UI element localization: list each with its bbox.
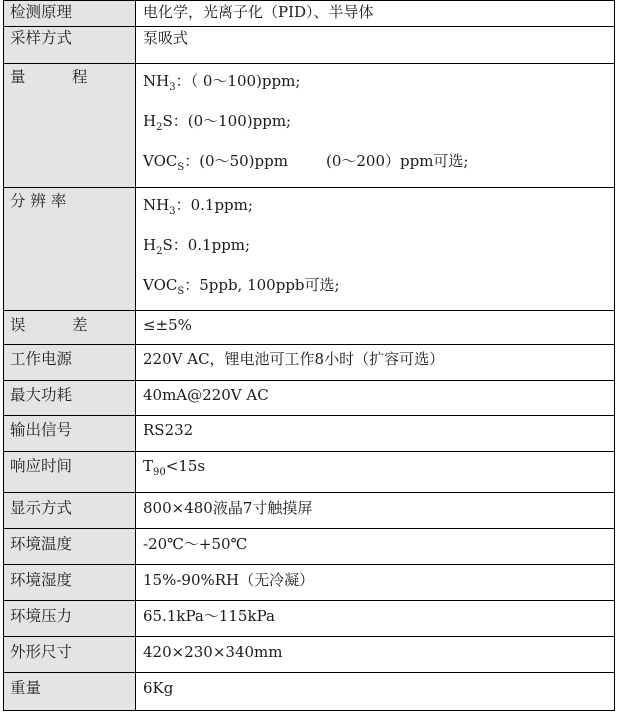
formula-text: T [143,457,154,475]
row-value: ≤±5% [136,311,615,345]
row-value: RS232 [136,416,615,452]
row-label: 环境压力 [4,601,136,637]
row-value [136,452,615,493]
row-value: 40mA@220V AC [136,381,615,416]
row-label: 最大功耗 [4,381,136,416]
row-label: 环境湿度 [4,565,136,601]
response-text: <15s [165,457,206,475]
range-h2s [143,112,608,133]
table-row-principle [4,1,615,27]
formula-subscript: 3 [169,206,176,217]
resolution-h2s [143,236,608,257]
table-row-max-power [4,381,615,416]
table-row-range [4,64,615,188]
spec-table [3,0,615,711]
resolution-text: ：0.1ppm; [175,196,253,214]
row-label: 采样方式 [4,27,136,64]
resolution-nh3 [143,196,608,217]
table-row-sampling [4,27,615,64]
row-label: 响应时间 [4,452,136,493]
table-row-dimensions [4,637,615,673]
table-row-error [4,311,615,345]
table-row-ambient-pressure [4,601,615,637]
formula-subscript: S [177,286,185,297]
formula-subscript: 90 [153,467,166,478]
row-value: 电化学，光离子化（PID）、半导体 [136,1,615,27]
row-label: 环境温度 [4,529,136,565]
row-value [136,188,615,311]
formula-subscript: S [177,162,185,173]
table-row-response-time [4,452,615,493]
row-value [136,64,615,188]
table-row-weight [4,673,615,711]
formula-text: VOC [143,152,178,170]
row-label: 显示方式 [4,493,136,529]
range-text: ：（ 0～100)ppm; [175,72,301,90]
row-label: 量 程 [4,64,136,188]
formula-subscript: 2 [156,246,163,257]
row-value: 800×480液晶7寸触摸屏 [136,493,615,529]
table-row-output-signal [4,416,615,452]
row-value: 420×230×340mm [136,637,615,673]
row-value: 220V AC，锂电池可工作8小时（扩容可选） [136,345,615,381]
table-row-resolution [4,188,615,311]
row-label: 重量 [4,673,136,711]
row-label: 误 差 [4,311,136,345]
range-text: S：(0～100)ppm; [162,112,292,130]
row-value: 15%-90%RH（无冷凝） [136,565,615,601]
row-label: 分 辨 率 [4,188,136,311]
row-value: -20℃～+50℃ [136,529,615,565]
formula-subscript: 2 [156,122,163,133]
table-row-ambient-humidity [4,565,615,601]
row-label: 工作电源 [4,345,136,381]
range-text: ：(0～50)ppm [184,152,288,170]
row-label: 检测原理 [4,1,136,27]
range-voc [143,152,608,173]
range-nh3 [143,72,608,93]
formula-text: H [143,236,157,254]
resolution-text: S：0.1ppm; [162,236,251,254]
resolution-voc [143,276,608,297]
formula-text: NH [143,72,170,90]
resolution-text: ：5ppb, 100ppb可选; [184,276,340,294]
formula-text: NH [143,196,170,214]
row-value: 65.1kPa～115kPa [136,601,615,637]
row-label: 输出信号 [4,416,136,452]
table-row-power-supply [4,345,615,381]
table-row-ambient-temperature [4,529,615,565]
formula-subscript: 3 [169,82,176,93]
table-row-display [4,493,615,529]
range-optional-text: (0～200）ppm可选; [325,152,469,170]
formula-text: H [143,112,157,130]
row-value: 泵吸式 [136,27,615,64]
row-value: 6Kg [136,673,615,711]
row-label: 外形尺寸 [4,637,136,673]
formula-text: VOC [143,276,178,294]
